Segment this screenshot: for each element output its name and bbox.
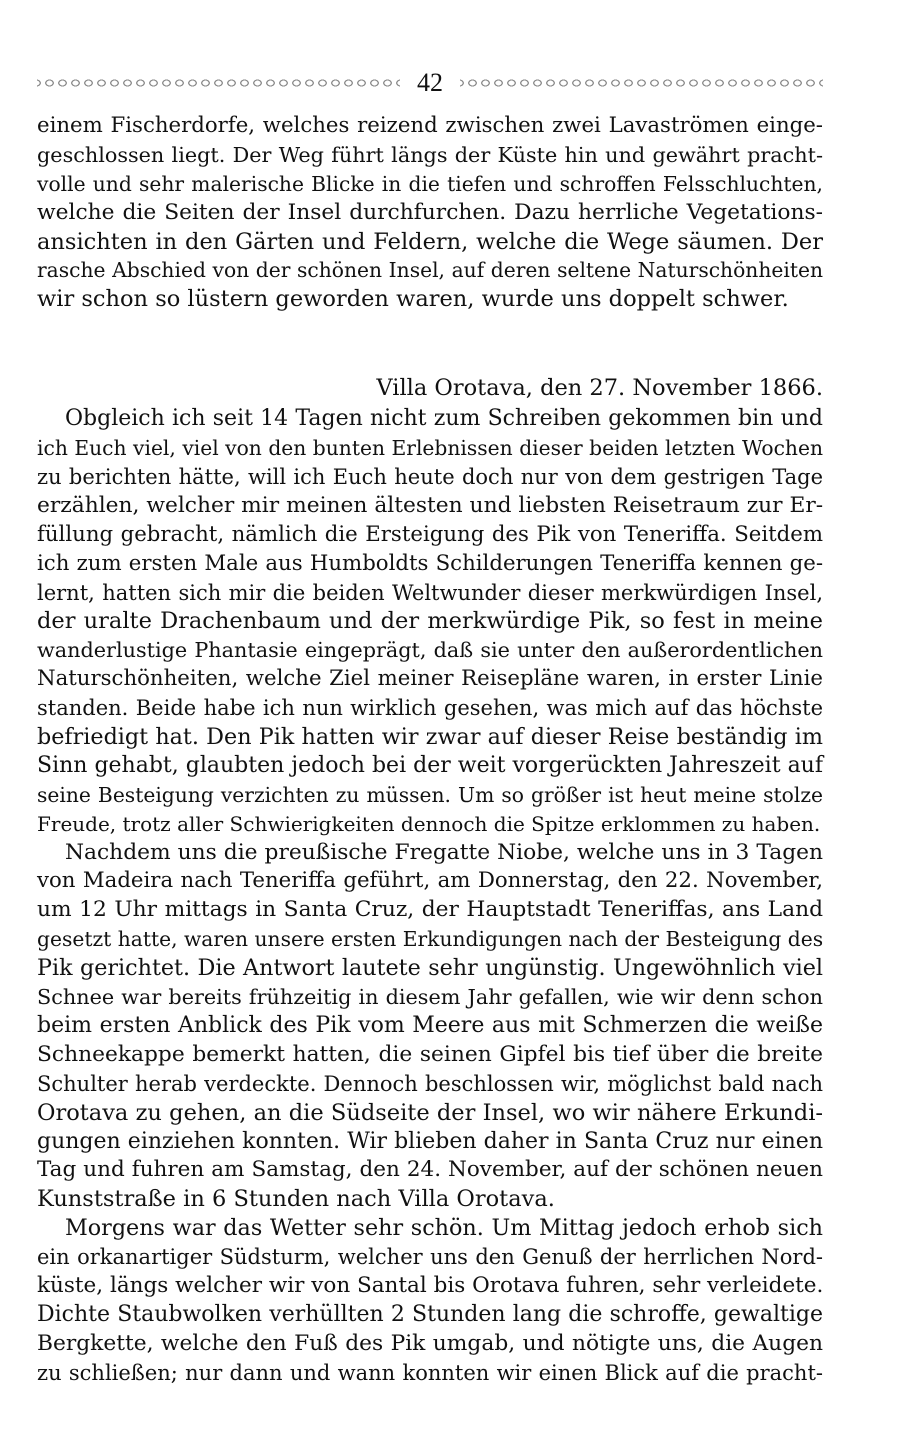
paragraph-3 [37,839,823,1215]
paragraph-4 [37,1214,823,1387]
text-line: ich Euch viel, viel von den bunten Erlebnissen dieser beiden letzten Wochen [37,436,823,461]
text-line: Nachdem uns die preußische Fregatte Niobe, welche uns in 3 Tagen [65,839,823,865]
text-line: Orotava zu gehen, an die Südseite der Insel, wo wir nähere Erkundi- [37,1099,823,1126]
text-line: Schneekappe bemerkt hatten, die seinen Gipfel bis tief über die breite [37,1041,823,1067]
text-line: Pik gerichtet. Die Antwort lautete sehr ungünstig. Ungewöhnlich viel [37,955,823,982]
text-line: füllung gebracht, nämlich die Ersteigung des Pik von Teneriffa. Seitdem [37,521,823,547]
text-line: zu schließen; nur dann und wann konnten wir einen Blick auf die pracht- [37,1360,823,1385]
text-line: Schnee war bereits frühzeitig in diesem Jahr gefallen, wie wir denn schon [37,985,823,1010]
letter-dateline: Villa Orotava, den 27. November 1866. [376,375,823,402]
text-line: Tag und fuhren am Samstag, den 24. November, auf der schönen neuen [37,1157,823,1183]
text-line: Obgleich ich seit 14 Tagen nicht zum Schreiben gekommen bin und [65,406,823,432]
text-line: küste, längs welcher wir von Santal bis Orotava fuhren, sehr verleidete. [37,1272,824,1298]
text-line: ansichten in den Gärten und Feldern, welche die Wege säumen. Der [37,228,823,255]
text-line: volle und sehr malerische Blicke in die tiefen und schroffen Felsschluchten, [37,171,823,196]
paragraph-2 [37,405,823,838]
page-header [37,60,823,106]
text-line: Naturschönheiten, welche Ziel meiner Reisepläne waren, in erster Linie [37,666,823,692]
text-line: geschlossen liegt. Der Weg führt längs der Küste hin und gewährt pracht- [37,142,823,167]
text-line: welche die Seiten der Insel durchfurchen. Dazu herrliche Vegetations- [37,199,823,225]
text-line: standen. Beide habe ich nun wirklich gesehen, was mich auf das höchste [37,696,823,721]
text-line: um 12 Uhr mittags in Santa Cruz, der Hauptstadt Teneriffas, ans Land [37,897,823,923]
text-line: Freude, trotz aller Schwierigkeiten dennoch die Spitze erklommen zu haben. [37,811,821,836]
text-line: seine Besteigung verzichten zu müssen. Um so größer ist heut meine stolze [37,782,823,807]
text-line: ein orkanartiger Südsturm, welcher uns den Genuß der herrlichen Nord- [37,1245,823,1270]
text-line: erzählen, welcher mir meinen ältesten und liebsten Reisetraum zur Er- [37,492,824,518]
text-line: von Madeira nach Teneriffa geführt, am Donnerstag, den 22. November, [37,868,823,894]
text-line: einem Fischerdorfe, welches reizend zwischen zwei Lavaströmen einge- [37,113,823,138]
text-line: Kunststraße in 6 Stunden nach Villa Orotava. [37,1186,555,1213]
text-line: wanderlustige Phantasie eingeprägt, daß sie unter den außerordentlichen [37,638,823,663]
page-number: 42 [417,68,443,97]
text-line: Morgens war das Wetter sehr schön. Um Mittag jedoch erhob sich [65,1215,823,1242]
text-line: lernt, hatten sich mir die beiden Weltwunder dieser merkwürdigen Insel, [37,580,823,605]
text-line: ich zum ersten Male aus Humboldts Schilderungen Teneriffa kennen ge- [37,550,823,576]
text-line: rasche Abschied von der schönen Insel, auf deren seltene Naturschönheiten [37,258,823,283]
text-line: Dichte Staubwolken verhüllten 2 Stunden lang die schroffe, gewaltige [37,1301,823,1327]
section-spacer [37,314,823,374]
left-ornament-border [37,76,400,90]
text-line: befriedigt hat. Den Pik hatten wir zwar auf dieser Reise beständig im [37,724,823,751]
body-text [37,112,823,1388]
paragraph-1 [37,112,823,314]
right-ornament-border [460,76,823,90]
text-line: gungen einziehen konnten. Wir blieben daher in Santa Cruz nur einen [37,1128,823,1154]
text-line: wir schon so lüstern geworden waren, wurde uns doppelt schwer. [37,286,789,313]
text-line: beim ersten Anblick des Pik vom Meere aus mit Schmerzen die weiße [37,1012,823,1038]
text-line: der uralte Drachenbaum und der merkwürdige Pik, so fest in meine [37,608,823,635]
text-line: Bergkette, welche den Fuß des Pik umgab, und nötigte uns, die Augen [37,1330,823,1356]
text-line: Sinn gehabt, glaubten jedoch bei der weit vorgerückten Jahreszeit auf [37,752,823,778]
text-line: gesetzt hatte, waren unsere ersten Erkundigungen nach der Besteigung des [37,927,824,952]
text-line: Schulter herab verdeckte. Dennoch beschlossen wir, möglichst bald nach [37,1071,823,1096]
text-line: zu berichten hätte, will ich Euch heute doch nur von dem gestrigen Tage [37,465,823,490]
